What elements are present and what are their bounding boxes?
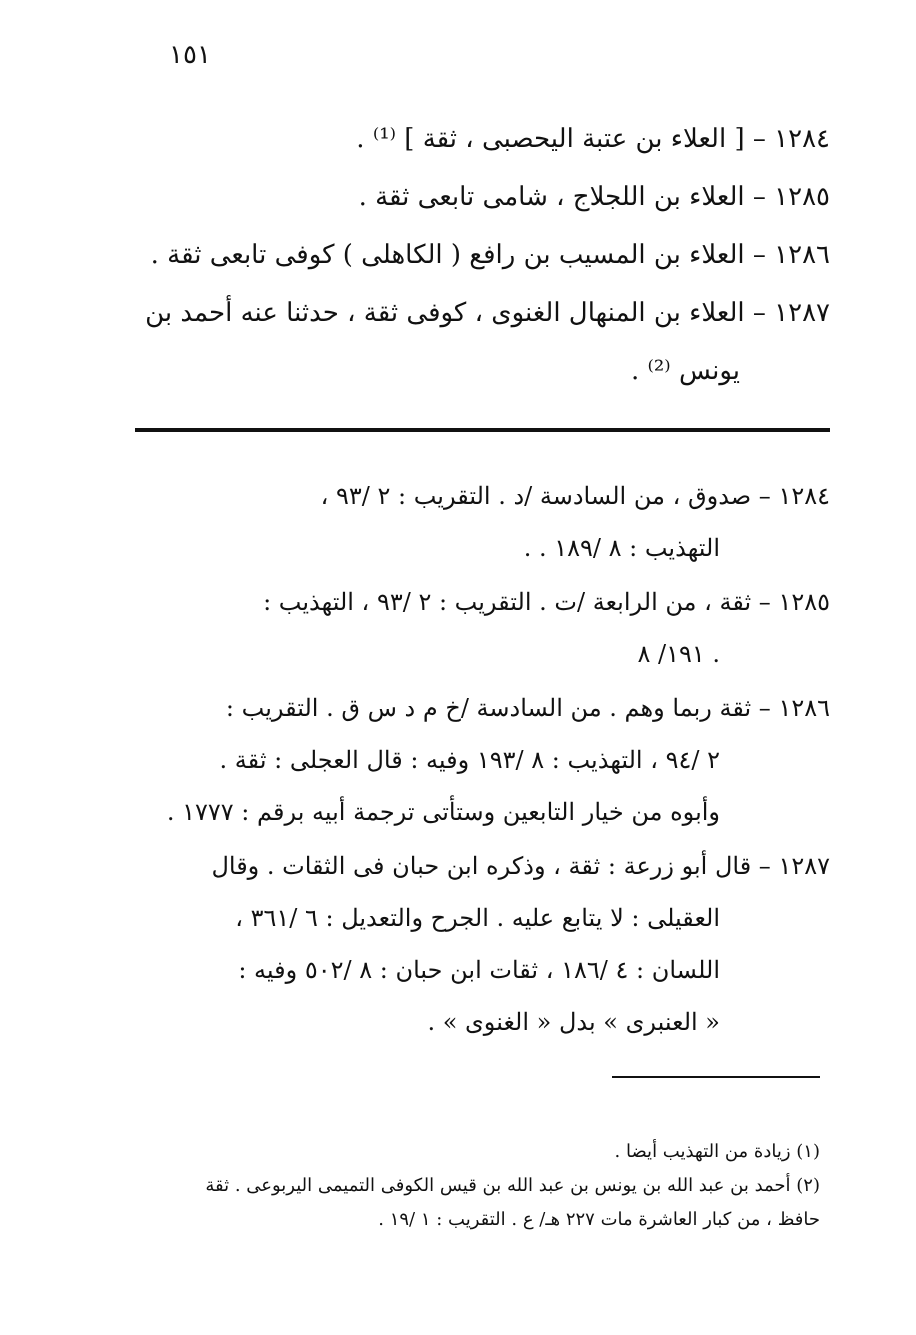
note-1286 xyxy=(130,682,830,838)
entry-line-continuation: يونس ⁽²⁾ . xyxy=(630,356,740,386)
entry-1285 xyxy=(130,168,830,226)
note-line: العقيلى : لا يتابع عليه . الجرح والتعديل : ٦ /٣٦١ ، xyxy=(235,904,720,932)
commentary-notes xyxy=(130,470,830,1050)
note-line: ١٢٨٤ – صدوق ، من السادسة /د . التقريب : ٢ /٩٣ ، xyxy=(320,482,830,510)
note-1287 xyxy=(130,840,830,1048)
entry-line: ١٢٨٧ – العلاء بن المنهال الغنوى ، كوفى ثقة ، حدثنا عنه أحمد بن xyxy=(145,298,830,328)
entry-line: ١٢٨٤ – [ العلاء بن عتبة اليحصبى ، ثقة ] ⁽¹⁾ . xyxy=(356,124,830,154)
note-line: ١٢٨٧ – قال أبو زرعة : ثقة ، وذكره ابن حبان فى الثقات . وقال xyxy=(211,852,830,880)
main-entries xyxy=(130,110,830,400)
footnote-2-continuation: حافظ ، من كبار العاشرة مات ٢٢٧ هـ/ ع . التقريب : ١ /١٩ . xyxy=(378,1209,820,1230)
section-divider xyxy=(135,428,830,432)
note-line: ١٢٨٥ – ثقة ، من الرابعة /ت . التقريب : ٢ /٩٣ ، التهذيب : xyxy=(263,588,830,616)
note-line: ١٢٨٦ – ثقة ربما وهم . من السادسة /خ م د س ق . التقريب : xyxy=(225,694,830,722)
entry-1286 xyxy=(130,226,830,284)
note-line: . ١٩١/ ٨ xyxy=(637,640,720,668)
note-line: « العنبرى » بدل « الغنوى » . xyxy=(427,1008,720,1036)
note-line: التهذيب : ٨ /١٨٩ . . xyxy=(523,534,720,562)
entry-1287 xyxy=(130,284,830,400)
note-line: وأبوه من خيار التابعين وستأتى ترجمة أبيه برقم : ١٧٧٧ . xyxy=(166,798,720,826)
note-1285 xyxy=(130,576,830,680)
note-line: اللسان : ٤ /١٨٦ ، ثقات ابن حبان : ٨ /٥٠٢ وفيه : xyxy=(238,956,720,984)
footnote-rule xyxy=(612,1076,820,1078)
note-1284 xyxy=(130,470,830,574)
entry-1284 xyxy=(130,110,830,168)
footnote-1: (١) زيادة من التهذيب أيضا . xyxy=(614,1141,820,1162)
entry-line: ١٢٨٦ – العلاء بن المسيب بن رافع ( الكاهلى ) كوفى تابعى ثقة . xyxy=(150,240,830,270)
footnote-2: (٢) أحمد بن عبد الله بن يونس بن عبد الله بن قيس الكوفى التميمى اليربوعى . ثقة xyxy=(205,1175,820,1196)
footnotes xyxy=(150,1135,820,1237)
page-number: ١٥١ xyxy=(169,40,211,70)
note-line: ٢ /٩٤ ، التهذيب : ٨ /١٩٣ وفيه : قال العجلى : ثقة . xyxy=(219,746,720,774)
entry-line: ١٢٨٥ – العلاء بن اللجلاج ، شامى تابعى ثقة . xyxy=(358,182,830,212)
